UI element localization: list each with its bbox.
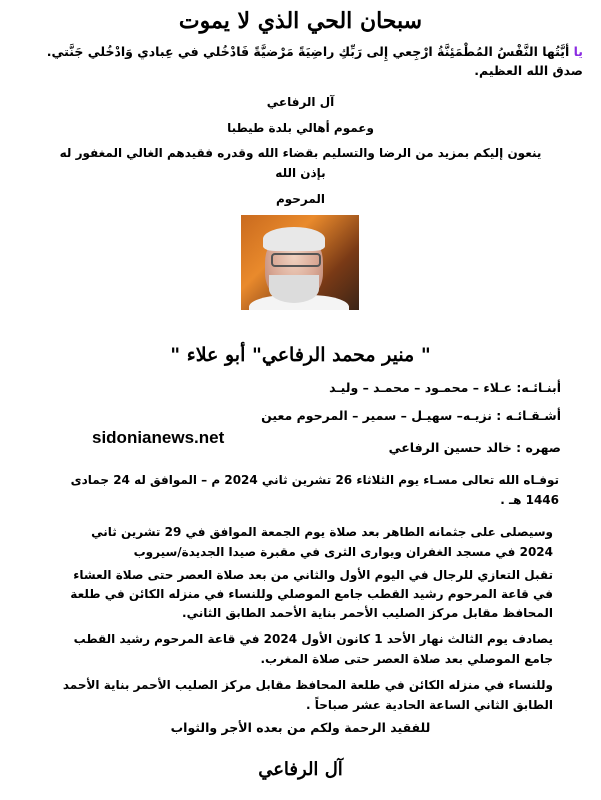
deceased-photo — [241, 215, 359, 310]
brothers-line: أشـقـائـه : نزيـه– سهيـل – سمير – المرحوم معين — [261, 408, 561, 423]
photo-beard — [269, 275, 319, 303]
family-name: آل الرفاعي — [266, 95, 335, 109]
sons-line: أبنـائـه: عـلاء – محمـود – محمـد – وليـد — [329, 380, 561, 395]
photo-glasses — [271, 253, 321, 267]
deceased-name: " منير محمد الرفاعي" أبو علاء " — [170, 344, 431, 366]
town-residents: وعموم أهالي بلدة طيطبا — [227, 121, 374, 135]
death-paragraph: توفـاه الله تعالى مسـاء يوم الثلاثاء 26 تشرين ثاني 2024 م – الموافق له 24 جمادى 1446 هـ . — [70, 473, 559, 507]
quran-verse — [18, 42, 583, 80]
photo-hair — [263, 227, 325, 251]
watermark-site: sidonianews.net — [92, 428, 225, 447]
funeral-paragraph: وسيصلى على جثمانه الطاهر بعد صلاة يوم الجمعة الموافق في 29 تشرين ثاني 2024 في مسجد الغفران ويوارى الثرى في مقبرة صيدا الجديدة/سيروب — [91, 525, 553, 559]
late-label: المرحوم — [275, 192, 326, 206]
third-day-paragraph: يصادف يوم الثالث نهار الأحد 1 كانون الأول 2024 في قاعة المرحوم رشيد القطب جامع الموصلي بعد صلاة العصر حتى صلاة المغرب. — [73, 632, 553, 666]
signature: آل الرفاعي — [258, 759, 343, 780]
women-paragraph: وللنساء في منزله الكائن في طلعة المحافظ مقابل مركز الصليب الأحمر بناية الأحمد الطابق الثاني الساعة الحادية عشر صباحاً . — [62, 678, 553, 712]
page-title: سبحان الحي الذي لا يموت — [178, 8, 423, 34]
son-in-law-line: صهره : خالد حسين الرفاعي — [388, 440, 561, 455]
verse-text: أيَّتُها النَّفْسُ المُطْمَئِنَّةُ ارْجِعي إِلى رَبِّكِ راضِيَةً مَرْضيَّةً فَادْخُلي في عِبادي وَادْخُلي جَنَّتي. صدق الله العظيم. — [46, 44, 583, 78]
condolence-men-paragraph: تقبل التعازي للرجال في اليوم الأول والثاني من بعد صلاة العصر حتى صلاة العشاء في قاعة المرحوم رشيد القطب جامع الموصلي وللنساء في منزله الكائن في طلعة المحافظ مقابل مركز الصليب الأحمر بناية الأحمد الطابق الثاني. — [70, 568, 553, 620]
verse-highlight: يا — [573, 44, 583, 59]
mercy-line: للفقيد الرحمة ولكم من بعده الأجر والثواب — [170, 720, 431, 735]
announcement-text: ينعون إليكم بمزيد من الرضا والتسليم بقضاء الله وقدره فقيدهم الغالي المغفور له بإذن الله — [59, 146, 542, 180]
